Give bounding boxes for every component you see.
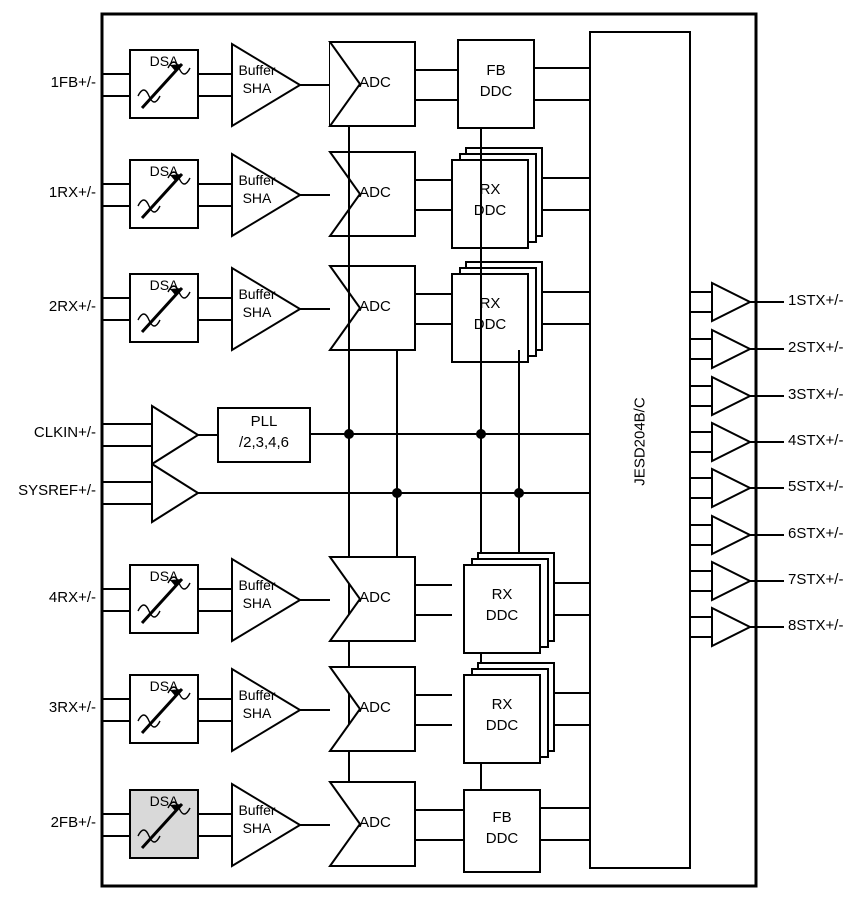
ddc-block-1rx-line1: RX	[479, 181, 501, 198]
buffer-3rx-line1: Buffer	[238, 687, 276, 703]
port-label-5stx: 5STX+/-	[788, 478, 844, 495]
buffer-2fb-line2: SHA	[242, 820, 272, 836]
buffer-4rx-line2: SHA	[242, 595, 272, 611]
port-label-4rx: 4RX+/-	[48, 589, 96, 606]
dsa-block-1rx-label: DSA	[149, 163, 179, 179]
port-label-1fb: 1FB+/-	[50, 74, 96, 91]
ddc-block-3rx-line1: RX	[491, 696, 513, 713]
adc-block-4rx-label: ADC	[359, 589, 391, 606]
port-label-1stx: 1STX+/-	[788, 292, 844, 309]
buffer-2fb-line1: Buffer	[238, 802, 276, 818]
ddc-block-2fb-line1: FB	[492, 809, 512, 826]
port-label-clkin: CLKIN+/-	[33, 424, 96, 441]
ddc-block-4rx-line1: RX	[491, 586, 513, 603]
buffer-1fb-line2: SHA	[242, 80, 272, 96]
buffer-1rx-line2: SHA	[242, 190, 272, 206]
ddc-block-2rx-line1: RX	[479, 295, 501, 312]
port-label-2fb: 2FB+/-	[50, 814, 96, 831]
port-label-sysref: SYSREF+/-	[18, 482, 96, 499]
adc-block-3rx-label: ADC	[359, 699, 391, 716]
adc-block-2fb-label: ADC	[359, 814, 391, 831]
ddc-block-4rx-line2: DDC	[485, 607, 519, 624]
buffer-4rx-line1: Buffer	[238, 577, 276, 593]
port-label-8stx: 8STX+/-	[788, 617, 844, 634]
ddc-block-1rx-line2: DDC	[473, 202, 507, 219]
dsa-block-3rx-label: DSA	[149, 678, 179, 694]
adc-block-1fb-label: ADC	[359, 74, 391, 91]
port-label-3stx: 3STX+/-	[788, 386, 844, 403]
ddc-block-2rx-line2: DDC	[473, 316, 507, 333]
dsa-block-2rx-label: DSA	[149, 277, 179, 293]
ddc-block-1fb-line1: FB	[486, 62, 506, 79]
dsa-block-2fb-label: DSA	[149, 793, 179, 809]
port-label-2rx: 2RX+/-	[48, 298, 96, 315]
dsa-block-1fb-label: DSA	[149, 53, 179, 69]
buffer-2rx-line2: SHA	[242, 304, 272, 320]
buffer-2rx-line1: Buffer	[238, 286, 276, 302]
pll-block-line2: /2,3,4,6	[238, 434, 290, 451]
adc-block-1rx-label: ADC	[359, 184, 391, 201]
ddc-block-2fb-line2: DDC	[485, 830, 519, 847]
jesd-block-label: JESD204B/C	[631, 397, 649, 486]
port-label-3rx: 3RX+/-	[48, 699, 96, 716]
port-label-7stx: 7STX+/-	[788, 571, 844, 588]
pll-block-line1: PLL	[250, 413, 278, 430]
port-label-1rx: 1RX+/-	[48, 184, 96, 201]
port-label-2stx: 2STX+/-	[788, 339, 844, 356]
buffer-1rx-line1: Buffer	[238, 172, 276, 188]
dsa-block-4rx-label: DSA	[149, 568, 179, 584]
buffer-1fb-line1: Buffer	[238, 62, 276, 78]
buffer-3rx-line2: SHA	[242, 705, 272, 721]
port-label-6stx: 6STX+/-	[788, 525, 844, 542]
adc-block-2rx-label: ADC	[359, 298, 391, 315]
port-label-4stx: 4STX+/-	[788, 432, 844, 449]
ddc-block-1fb-line2: DDC	[479, 83, 513, 100]
ddc-block-3rx-line2: DDC	[485, 717, 519, 734]
